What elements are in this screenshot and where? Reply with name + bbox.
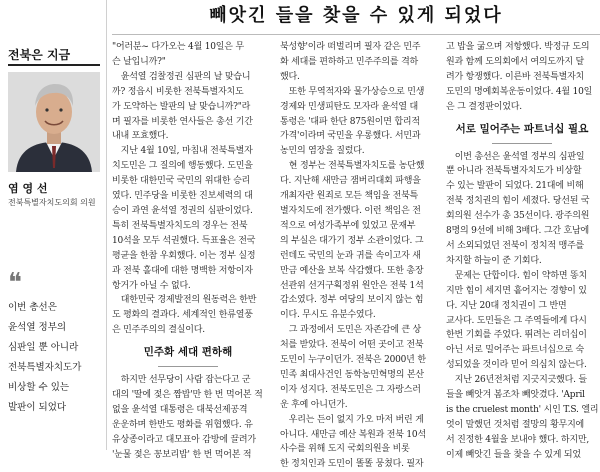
body-line: 그 과정에서 도민은 자존감에 큰 상 (280, 325, 422, 336)
body-line: 운 후예 아니던가. (280, 399, 348, 410)
article-column-2 (280, 40, 432, 470)
body-line: 가격'이라며 국민을 우롱했다. 서민과 (280, 131, 421, 142)
body-line: 과 전북 홀대에 대한 명백한 저항이자 (112, 265, 253, 276)
headline: 빼앗긴 들을 찾을 수 있게 되었다 (209, 5, 503, 26)
body-line: 문제는 단합이다. 힘이 약하면 똥치 (446, 270, 588, 281)
article-column-3 (446, 40, 599, 460)
body-line: 아니다. 새만금 예산 복원과 전북 10석 (280, 429, 426, 440)
author-name: 염 영 선 (8, 182, 48, 195)
body-line: 내내 포효했다. (112, 131, 169, 142)
subheading-divider (492, 143, 552, 144)
body-line: 의 부실은 대가기 정부 소관이었다. 그 (280, 235, 424, 246)
body-line: 려가 항쟁했다. 이른바 전북특별자치 (446, 71, 585, 82)
body-line: 서 소외되었던 전북이 정치적 맹주를 (446, 240, 585, 251)
body-line: 경제와 민생피탄도 모자라 윤석열 대 (280, 101, 419, 112)
body-line: 원과 함께 도의회에서 여의도까지 달 (446, 56, 585, 67)
body-line: 고 밥을 굶으며 저항했다. 박정규 도의 (446, 42, 590, 52)
body-line: 8명의 9선에 비해 3배다. 그간 호남에 (446, 226, 589, 237)
article-column-1 (112, 40, 264, 460)
column-1-body-a (112, 40, 264, 338)
body-line: 뿐 아니라 전북특별자치도가 비상할 (446, 166, 582, 177)
body-line: 엇이 말했던 것처럼 절망의 황무지에 (446, 419, 585, 430)
author-photo (8, 72, 100, 172)
body-line: 이다. 무시도 유분수였다. (280, 310, 376, 321)
pull-quote-line: 전북특별자치도가 (8, 362, 82, 373)
pull-quote-line: 발판이 되었다 (8, 402, 67, 413)
body-line: 대한민국 경제발전의 원동력은 한반 (112, 295, 257, 306)
body-line: "어러분~ 다가오는 4월 10일은 무 (112, 42, 244, 52)
subheading: 서로 밀어주는 파트너십 필요 (455, 122, 589, 135)
body-line: 다. 지난해 새만금 잼버리대회 파행을 (280, 176, 421, 187)
body-line: 은 민주주의의 결실이다. (112, 325, 205, 336)
body-line: 지난 26년전처럼 지긋지긋했다. 들 (446, 375, 587, 386)
body-line: 유상종이라고 대모표아 감방에 끌려가 (112, 434, 256, 445)
body-line: 감소였다. 정부 여당의 보이지 않는 힘 (280, 295, 424, 306)
body-line: 또한 무역적자와 물가상승으로 민생 (280, 86, 425, 97)
body-line: 도민이 누구이던가. 전북은 2000년 한 (280, 355, 426, 366)
body-line: 이자 성지다. 전북도민은 그 자랑스러 (280, 384, 421, 395)
author-title: 전북특별자치도의회 의원 (8, 198, 96, 207)
body-line: 적으로 여성가족부에 있었고 문재부 (280, 220, 416, 231)
pull-quote-line: 비상할 수 있는 (8, 382, 70, 393)
body-line: 평균을 한참 우회했다. 이는 정부 실정 (112, 250, 256, 261)
body-line: 현 정부는 전북특별자치도를 농단했 (280, 161, 425, 172)
body-line: 지난 4월 10일, 마침내 전북특별자 (112, 146, 253, 157)
body-line: 화 세대를 편하하고 민주주의를 격하 (280, 56, 419, 67)
body-line: 까? 정읍시 비롯한 전북특별자치도 (112, 86, 244, 97)
body-line: 아닌 서로 밀어주는 파트너십으로 숙 (446, 345, 585, 356)
body-line: 지만 힘이 세지면 흩어지는 경향이 있 (446, 285, 587, 296)
body-line: 통령은 '대파 한단 875원이면 합리적 (280, 116, 420, 127)
body-line: 도 평화의 결과다. 세계적인 한류열풍 (112, 310, 253, 321)
body-line: 선관위 선거구획정위 원안은 전북 1석 (280, 280, 424, 291)
body-line: 한번 기회를 주었다. 뛰려는 리더십이 (446, 330, 587, 341)
body-line: 이제 빼앗긴 들을 찾을 수 있게 되었 (446, 449, 581, 460)
body-line: 사수를 위해 도지 국회의원을 비롯 (280, 444, 410, 455)
body-line: 승이 과연 윤석열 정권의 심판이었다. (112, 205, 253, 216)
body-line: 슨 날입니까?" (112, 56, 166, 67)
pull-quote-line: 윤석열 정부의 (8, 322, 67, 333)
body-line: 우리는 든이 없지 가오 마저 버린 게 (280, 414, 424, 425)
body-line: 이번 총선은 윤석열 정부의 심판일 (446, 151, 585, 162)
body-line: 차지할 하늘이 준 기회다. (446, 255, 542, 266)
body-line: 없을 윤석열 대통령은 대북선제공격 (112, 404, 248, 415)
body-line: is the cruelest month' 시인 T.S. 엘리 (446, 404, 599, 415)
pull-quote-line: 이번 총선은 (8, 302, 57, 313)
pull-quote (8, 298, 103, 418)
body-line: 윤석열 검찰정권 심판의 날 맞습니 (112, 71, 251, 82)
body-line: 한 정치인과 도민이 똘똘 뭉쳤다. 필자 (280, 459, 424, 470)
body-line: 들을 빼앗겨 봄조차 빼앗겼다. 'April (446, 390, 585, 401)
body-line: 회의원 선수가 총 35선이다. 광주의원 (446, 211, 590, 222)
body-line: 만금 예산을 보복 삭감했다. 또한 총장 (280, 265, 424, 276)
body-line: 항거가 아닐 수 없다. (112, 280, 191, 291)
body-line: 10석을 모두 석권했다. 득표율은 전국 (112, 235, 256, 246)
body-line: 은 그 결정판이었다. (446, 101, 522, 112)
column-section-label: 전북은 지금 (8, 48, 71, 62)
body-line: 대의 '딸에 젖은 짬밥'만 한 번 먹어본 적 (112, 390, 263, 401)
body-line: 며 필자를 비롯한 연사들은 총선 기간 (112, 116, 253, 127)
body-line: 였다. 민주당을 비롯한 진보세력의 대 (112, 191, 253, 202)
author-portrait-image (8, 72, 100, 172)
body-line: 도민의 명예회복운동이었다. 4월 10일 (446, 86, 593, 97)
body-line: 다. 지난 20대 정치권이 그 반면 (446, 300, 567, 311)
body-line: 운운하며 한반도 평화를 위협했다. 유 (112, 419, 253, 430)
body-line: 교사다. 도민들은 그 주역들에게 다시 (446, 315, 587, 326)
body-line: 별자치도에 전가했다. 이런 책임은 전 (280, 205, 421, 216)
body-line: 치도민은 그 질의에 행동했다. 도민을 (112, 161, 253, 172)
section-divider (8, 64, 100, 66)
body-line: '눈물 젖은 꽁보리밥' 한 번 먹어본 적 (112, 449, 252, 460)
body-line: 처를 받았다. 전북이 어떤 곳이고 전북 (280, 340, 424, 351)
body-line: 서 진정한 4월을 보내야 했다. 하지만, (446, 434, 590, 445)
body-line: 수 있는 발판이 되었다. 21대에 비해 (446, 181, 584, 192)
column-3-body-b (446, 150, 598, 463)
body-line: 농민의 염장을 질렀다. (280, 146, 365, 157)
body-line: 했다. (280, 71, 300, 82)
body-line: 민족 최대사건인 동학농민혁명의 본산 (280, 369, 424, 380)
author-sidebar (0, 0, 107, 450)
body-line: 가 도약하는 발판의 날 맞습니까?"라 (112, 101, 251, 112)
body-line: 개최자란 원죄로 모든 책임을 전북특 (280, 191, 419, 202)
column-3-body-a (446, 40, 598, 115)
body-line: 성되었을 것이라 믿어 의심치 않는다. (446, 360, 587, 371)
subheading-divider (158, 366, 218, 367)
body-line: 특히 전북특별자치도의 경우는 전북 (112, 220, 248, 231)
pull-quote-line: 심판일 뿐 아니라 (8, 342, 79, 353)
body-line: 하지만 선무당이 사람 잡는다고 군 (112, 375, 251, 386)
body-line: 런데도 국민의 눈과 귀를 속이고자 새 (280, 250, 421, 261)
body-line: 북성향'이라 떠벌리며 필자 같은 민주 (280, 42, 421, 52)
body-line: 비롯한 대한민국 국민의 위대한 승리 (112, 176, 251, 187)
headline-divider (112, 34, 600, 35)
body-line: 전북 정치권의 힘이 세졌다. 당선된 국 (446, 196, 590, 207)
subheading: 민주화 세대 편하해 (143, 346, 233, 359)
quote-mark-icon: ❝ (8, 268, 22, 298)
column-1-body-b (112, 373, 264, 462)
